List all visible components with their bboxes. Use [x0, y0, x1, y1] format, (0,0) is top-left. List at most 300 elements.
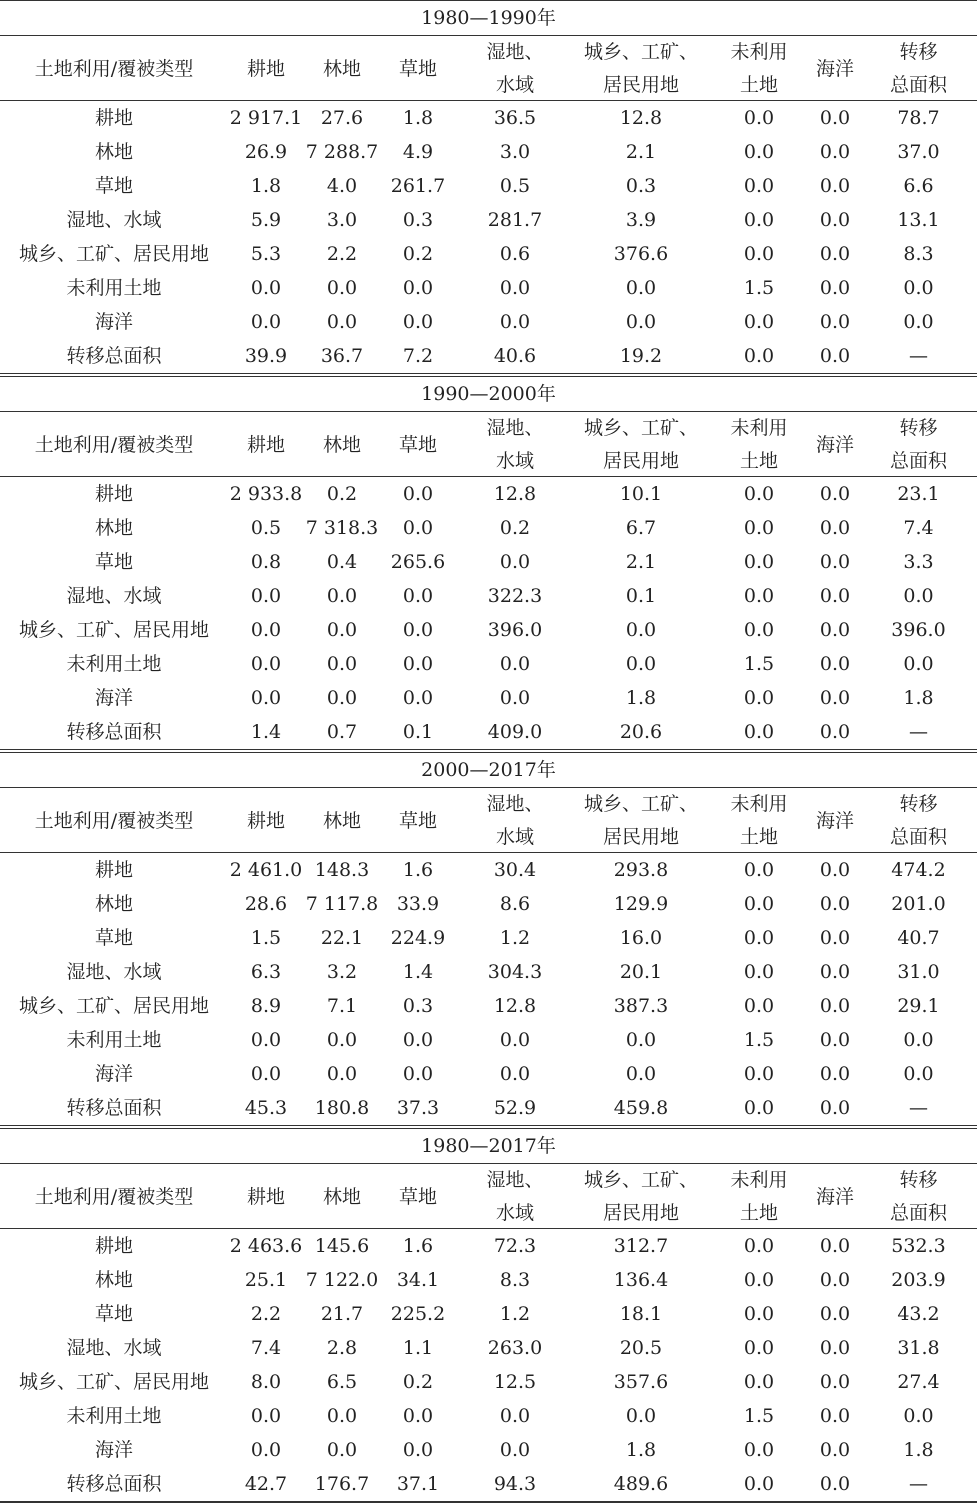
header-cell [456, 36, 574, 102]
value-cell: 1.8 [625, 1439, 657, 1461]
value-cell: 0.0 [499, 277, 531, 299]
header-line-2: 居民用地 [602, 74, 679, 96]
header-cell [708, 412, 810, 478]
value-cell: 0.0 [250, 687, 282, 709]
row-label: 转移总面积 [66, 1097, 162, 1119]
value-cell: 1.5 [250, 927, 282, 949]
table-row [0, 339, 977, 373]
value-cell: 2 917.1 [229, 107, 303, 129]
value-cell: 0.0 [743, 859, 775, 881]
value-cell: 1.6 [402, 859, 434, 881]
value-cell: 0.0 [625, 653, 657, 675]
header-cell [860, 788, 977, 854]
header-cell [228, 788, 304, 854]
value-cell: 312.7 [613, 1235, 669, 1257]
row-label: 海洋 [94, 311, 133, 333]
value-cell: 0.0 [819, 517, 851, 539]
value-cell: 2.2 [326, 243, 358, 265]
value-cell: 7 122.0 [305, 1269, 379, 1291]
value-cell: 0.0 [819, 687, 851, 709]
row-label: 湿地、水域 [66, 209, 162, 231]
value-cell: 7 318.3 [305, 517, 379, 539]
header-line-2: 土地 [739, 450, 778, 472]
header-row [0, 36, 977, 101]
header-cell [456, 788, 574, 854]
value-cell: 8.0 [250, 1371, 282, 1393]
value-cell: 37.3 [396, 1097, 440, 1119]
value-cell: 396.0 [891, 619, 946, 641]
value-cell: 0.0 [326, 687, 358, 709]
value-cell: 0.2 [402, 243, 434, 265]
value-cell: 8.6 [499, 893, 531, 915]
row-label: 城乡、工矿、居民用地 [18, 243, 209, 265]
value-cell: 1.6 [402, 1235, 434, 1257]
header-line-1: 耕地 [246, 57, 285, 80]
period-title: 2000—2017年 [0, 753, 977, 788]
row-label: 湿地、水域 [66, 1337, 162, 1359]
value-cell: 0.0 [819, 585, 851, 607]
value-cell: 293.8 [613, 859, 669, 881]
value-cell: 0.0 [326, 585, 358, 607]
value-cell: 376.6 [613, 243, 669, 265]
value-cell: 20.1 [619, 961, 663, 983]
value-cell: 2 461.0 [229, 859, 303, 881]
value-cell: 459.8 [613, 1097, 669, 1119]
header-cell [380, 36, 456, 102]
value-cell: 0.0 [743, 1337, 775, 1359]
value-cell: 0.0 [250, 653, 282, 675]
header-cell [228, 412, 304, 478]
header-cell [304, 788, 380, 854]
value-cell: 40.7 [897, 927, 940, 949]
value-cell: 0.1 [402, 721, 434, 743]
header-line-1: 林地 [322, 809, 361, 832]
value-cell: 27.4 [897, 1371, 940, 1393]
value-cell: 532.3 [891, 1235, 946, 1257]
header-line-1: 转移 [899, 1169, 938, 1191]
table-row [0, 1399, 977, 1433]
table-row [0, 237, 977, 271]
value-cell: 0.0 [819, 927, 851, 949]
value-cell: 0.0 [250, 1405, 282, 1427]
value-cell: 13.1 [897, 209, 940, 231]
value-cell: 0.0 [903, 311, 934, 333]
value-cell: 39.9 [244, 345, 288, 367]
value-cell: 1.8 [250, 175, 282, 197]
header-row [0, 1164, 977, 1229]
value-cell: 0.0 [819, 961, 851, 983]
header-cell [574, 36, 708, 102]
value-cell: 474.2 [891, 859, 946, 881]
header-line-2: 总面积 [889, 450, 947, 472]
header-cell [860, 36, 977, 102]
value-cell: 0.0 [250, 585, 282, 607]
value-cell: 0.0 [743, 517, 775, 539]
value-cell: 0.0 [903, 1029, 934, 1051]
value-cell: 2 463.6 [229, 1235, 303, 1257]
value-cell: 0.0 [743, 1303, 775, 1325]
value-cell: 18.1 [619, 1303, 663, 1325]
value-cell: 12.5 [493, 1371, 537, 1393]
value-cell: 0.0 [499, 1063, 531, 1085]
value-cell: 387.3 [613, 995, 669, 1017]
value-cell: 3.2 [326, 961, 358, 983]
value-cell: 12.8 [493, 995, 537, 1017]
header-line-1: 转移 [899, 417, 938, 439]
value-cell: 0.2 [402, 1371, 434, 1393]
period-section [0, 1125, 977, 1503]
header-type-label: 土地利用/覆被类型 [34, 58, 194, 80]
value-cell: 1.5 [743, 1405, 775, 1427]
header-cell [708, 36, 810, 102]
value-cell: 281.7 [487, 209, 543, 231]
table-row [0, 511, 977, 545]
value-cell: 0.0 [625, 1063, 657, 1085]
value-cell: 0.0 [743, 893, 775, 915]
table-row [0, 203, 977, 237]
table-row [0, 921, 977, 955]
value-cell: 0.0 [819, 311, 851, 333]
header-type-label: 土地利用/覆被类型 [34, 434, 194, 456]
value-cell: 0.0 [743, 1371, 775, 1393]
value-cell: 0.3 [402, 995, 434, 1017]
value-cell: 136.4 [613, 1269, 669, 1291]
value-cell: 0.0 [402, 1439, 434, 1461]
value-cell: 0.0 [402, 619, 434, 641]
table-row [0, 477, 977, 511]
value-cell: 0.0 [250, 1029, 282, 1051]
header-line-1: 林地 [322, 57, 361, 80]
value-cell: 0.0 [819, 653, 851, 675]
value-cell: 0.0 [903, 653, 934, 675]
value-cell: 0.0 [819, 1405, 851, 1427]
period-title: 1980—1990年 [0, 1, 977, 36]
value-cell: 26.9 [244, 141, 288, 163]
value-cell: 10.1 [619, 483, 663, 505]
header-line-1: 湿地、 [486, 793, 544, 815]
row-label: 耕地 [94, 483, 133, 505]
value-cell: 0.2 [326, 483, 358, 505]
value-cell: 7 288.7 [305, 141, 379, 163]
value-cell: 3.0 [326, 209, 358, 231]
row-label: 海洋 [94, 687, 133, 709]
value-cell: 0.0 [402, 311, 434, 333]
header-cell [228, 1164, 304, 1230]
value-cell: 0.0 [326, 1029, 358, 1051]
table-row [0, 1091, 977, 1125]
table-row [0, 1331, 977, 1365]
value-cell: 12.8 [493, 483, 537, 505]
value-cell: 0.0 [326, 1439, 358, 1461]
value-cell: 0.0 [743, 209, 775, 231]
header-line-2: 土地 [739, 826, 778, 848]
value-cell: 203.9 [891, 1269, 946, 1291]
value-cell: 0.0 [743, 585, 775, 607]
header-cell [380, 788, 456, 854]
value-cell: 1.8 [402, 107, 434, 129]
period-title: 1990—2000年 [0, 377, 977, 412]
value-cell: 0.0 [625, 619, 657, 641]
value-cell: 22.1 [320, 927, 364, 949]
value-cell: 0.0 [819, 209, 851, 231]
header-line-1: 城乡、工矿、 [583, 417, 698, 439]
header-cell [860, 412, 977, 478]
table-row [0, 101, 977, 135]
value-cell: 1.4 [402, 961, 434, 983]
value-cell: 0.0 [819, 1269, 851, 1291]
row-label: 耕地 [94, 1235, 133, 1257]
table-row [0, 715, 977, 749]
value-cell: 0.0 [819, 1097, 851, 1119]
value-cell: 396.0 [487, 619, 543, 641]
header-row [0, 412, 977, 477]
header-line-1: 耕地 [246, 809, 285, 832]
value-cell: 0.0 [743, 1063, 775, 1085]
header-line-1: 草地 [398, 1185, 437, 1208]
value-cell: 0.3 [402, 209, 434, 231]
header-line-2: 居民用地 [602, 450, 679, 472]
value-cell: 94.3 [493, 1473, 537, 1495]
header-line-1: 湿地、 [486, 41, 544, 63]
period-title: 1980—2017年 [0, 1129, 977, 1164]
value-cell: 357.6 [613, 1371, 669, 1393]
header-cell [228, 36, 304, 102]
value-cell: 2.2 [250, 1303, 282, 1325]
value-cell: 1.8 [625, 687, 657, 709]
value-cell: 43.2 [897, 1303, 940, 1325]
value-cell: 0.0 [743, 995, 775, 1017]
header-line-1: 草地 [398, 433, 437, 456]
value-cell: 6.6 [903, 175, 934, 197]
value-cell: 0.0 [250, 277, 282, 299]
row-label: 草地 [94, 1303, 133, 1325]
header-line-1: 海洋 [815, 1185, 854, 1208]
value-cell: 0.0 [743, 927, 775, 949]
table-row [0, 1263, 977, 1297]
value-cell: 0.0 [402, 517, 434, 539]
value-cell: 0.5 [250, 517, 282, 539]
header-line-1: 湿地、 [486, 1169, 544, 1191]
value-cell: 6.5 [326, 1371, 358, 1393]
header-line-1: 城乡、工矿、 [583, 793, 698, 815]
value-cell: 0.0 [250, 619, 282, 641]
value-cell: 0.0 [402, 277, 434, 299]
header-cell [380, 1164, 456, 1230]
value-cell: 129.9 [613, 893, 669, 915]
value-cell: 0.0 [625, 1029, 657, 1051]
row-label: 湿地、水域 [66, 585, 162, 607]
value-cell: 0.1 [625, 585, 657, 607]
table-row [0, 1467, 977, 1501]
value-cell: 34.1 [396, 1269, 440, 1291]
value-cell: 2 933.8 [229, 483, 303, 505]
value-cell: 0.0 [819, 1303, 851, 1325]
value-cell: 33.9 [396, 893, 440, 915]
value-cell: 0.3 [625, 175, 657, 197]
period-section [0, 749, 977, 1125]
value-cell: 225.2 [390, 1303, 446, 1325]
value-cell: 2.1 [625, 551, 657, 573]
value-cell: 0.0 [903, 277, 934, 299]
value-cell: 261.7 [390, 175, 446, 197]
value-cell: 0.0 [819, 995, 851, 1017]
value-cell: 31.0 [897, 961, 940, 983]
value-cell: 0.7 [326, 721, 358, 743]
header-line-1: 海洋 [815, 809, 854, 832]
header-cell [304, 36, 380, 102]
row-label: 城乡、工矿、居民用地 [18, 995, 209, 1017]
value-cell: 0.0 [326, 311, 358, 333]
table-row [0, 887, 977, 921]
header-line-2: 总面积 [889, 74, 947, 96]
header-cell [574, 1164, 708, 1230]
table-row [0, 135, 977, 169]
row-label: 城乡、工矿、居民用地 [18, 1371, 209, 1393]
value-cell: 6.3 [250, 961, 282, 983]
value-cell: 0.0 [819, 175, 851, 197]
value-cell: 7 117.8 [305, 893, 379, 915]
table-row [0, 1023, 977, 1057]
row-label: 耕地 [94, 107, 133, 129]
value-cell: 0.0 [743, 1235, 775, 1257]
header-line-2: 总面积 [889, 826, 947, 848]
header-line-1: 未利用 [730, 41, 788, 63]
value-cell: 263.0 [487, 1337, 543, 1359]
row-label: 林地 [94, 141, 133, 163]
header-cell [574, 412, 708, 478]
header-type-label: 土地利用/覆被类型 [34, 810, 194, 832]
value-cell: 29.1 [897, 995, 940, 1017]
value-cell: 0.0 [743, 311, 775, 333]
value-cell: 6.7 [625, 517, 657, 539]
value-cell: 1.8 [903, 1439, 934, 1461]
value-cell: 4.0 [326, 175, 358, 197]
value-cell: 0.0 [743, 107, 775, 129]
value-cell: 5.9 [250, 209, 282, 231]
value-cell: 0.0 [402, 585, 434, 607]
value-cell: 19.2 [619, 345, 663, 367]
value-cell: 0.0 [819, 141, 851, 163]
value-cell: 1.2 [499, 1303, 531, 1325]
value-cell: 27.6 [320, 107, 364, 129]
value-cell: 148.3 [314, 859, 370, 881]
value-cell: 0.0 [819, 107, 851, 129]
value-cell: 7.2 [402, 345, 434, 367]
value-cell: 0.0 [743, 141, 775, 163]
value-cell: 31.8 [897, 1337, 940, 1359]
value-cell: 2.1 [625, 141, 657, 163]
value-cell: 0.0 [402, 1029, 434, 1051]
header-line-2: 水域 [495, 74, 534, 96]
value-cell: 0.0 [743, 619, 775, 641]
value-cell: 0.0 [326, 619, 358, 641]
header-line-1: 转移 [899, 41, 938, 63]
row-label: 未利用土地 [66, 277, 162, 299]
row-label: 草地 [94, 551, 133, 573]
value-cell: 0.0 [819, 1473, 851, 1495]
value-cell: 0.0 [402, 687, 434, 709]
table-row [0, 613, 977, 647]
table-row [0, 305, 977, 339]
value-cell: 1.5 [743, 1029, 775, 1051]
value-cell: 0.0 [819, 893, 851, 915]
table-row [0, 545, 977, 579]
value-cell: 7.4 [250, 1337, 282, 1359]
value-cell: 0.0 [499, 1029, 531, 1051]
value-cell: 0.0 [250, 1063, 282, 1085]
value-cell: 0.0 [499, 687, 531, 709]
table-row [0, 1365, 977, 1399]
row-label: 草地 [94, 175, 133, 197]
header-row [0, 788, 977, 853]
value-cell: 20.5 [619, 1337, 663, 1359]
value-cell: 37.1 [396, 1473, 440, 1495]
value-cell: 176.7 [314, 1473, 370, 1495]
value-cell: 0.0 [903, 585, 934, 607]
value-cell: 5.3 [250, 243, 282, 265]
value-cell: 0.0 [402, 1063, 434, 1085]
value-cell: 0.0 [819, 619, 851, 641]
value-cell: 45.3 [244, 1097, 288, 1119]
value-cell: 1.4 [250, 721, 282, 743]
value-cell: 78.7 [897, 107, 940, 129]
header-line-2: 居民用地 [602, 1202, 679, 1224]
row-label: 转移总面积 [66, 345, 162, 367]
value-cell: 12.8 [619, 107, 663, 129]
value-cell: 0.0 [499, 653, 531, 675]
header-line-2: 土地 [739, 1202, 778, 1224]
value-cell: 30.4 [493, 859, 537, 881]
header-cell [456, 412, 574, 478]
value-cell: 0.0 [819, 859, 851, 881]
value-cell: 201.0 [891, 893, 946, 915]
value-cell: 0.0 [743, 1269, 775, 1291]
row-label: 转移总面积 [66, 721, 162, 743]
value-cell: 3.3 [903, 551, 934, 573]
header-line-1: 海洋 [815, 433, 854, 456]
value-cell: 4.9 [402, 141, 434, 163]
header-line-2: 水域 [495, 826, 534, 848]
value-cell: 2.8 [326, 1337, 358, 1359]
value-cell: 0.0 [743, 721, 775, 743]
header-cell [574, 788, 708, 854]
header-line-1: 湿地、 [486, 417, 544, 439]
value-cell: 0.0 [499, 311, 531, 333]
value-cell: 36.7 [320, 345, 364, 367]
row-label: 未利用土地 [66, 653, 162, 675]
value-cell: 0.0 [326, 1405, 358, 1427]
value-cell: 0.0 [743, 687, 775, 709]
table-row [0, 989, 977, 1023]
value-cell: 16.0 [619, 927, 663, 949]
value-cell: 145.6 [314, 1235, 370, 1257]
value-cell: 0.0 [743, 1473, 775, 1495]
header-cell [810, 1164, 860, 1230]
value-cell: — [909, 345, 928, 367]
header-line-1: 海洋 [815, 57, 854, 80]
table-row [0, 1297, 977, 1331]
header-type-label: 土地利用/覆被类型 [34, 1186, 194, 1208]
table-row [0, 681, 977, 715]
value-cell: 0.0 [819, 483, 851, 505]
value-cell: 25.1 [244, 1269, 288, 1291]
table-row [0, 1433, 977, 1467]
value-cell: 224.9 [390, 927, 446, 949]
value-cell: 0.0 [903, 1405, 934, 1427]
value-cell: 0.0 [743, 1439, 775, 1461]
value-cell: — [909, 1473, 928, 1495]
value-cell: 7.1 [326, 995, 358, 1017]
